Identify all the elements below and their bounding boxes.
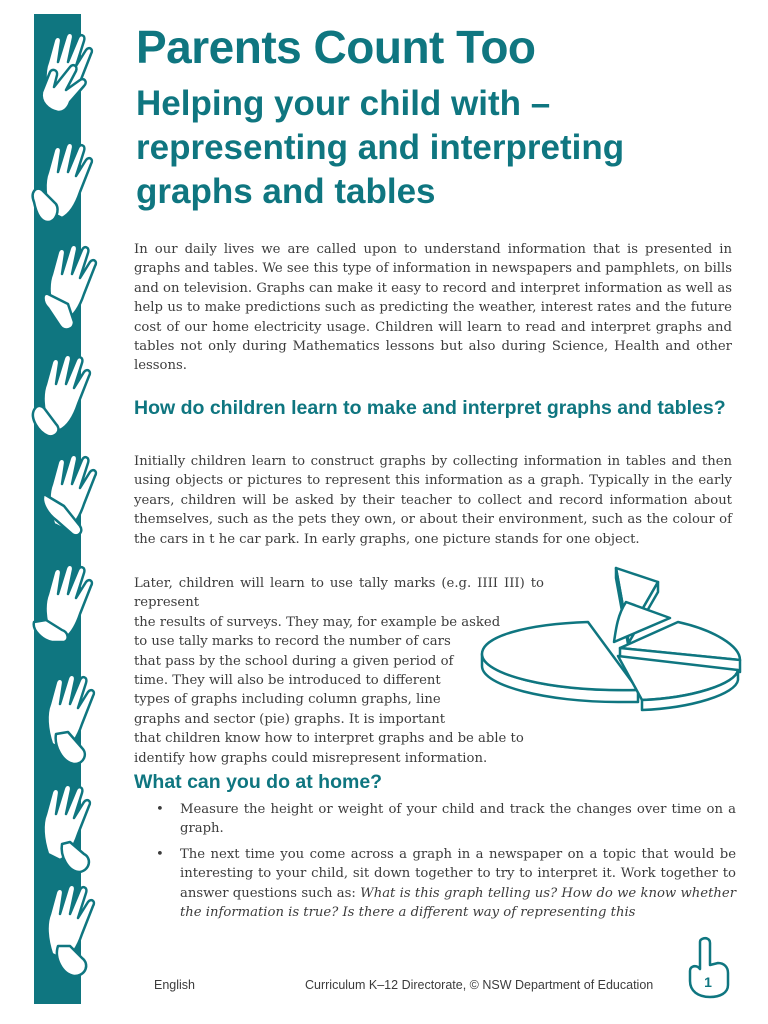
later-line: identify how graphs could misrepresent information. <box>134 750 488 766</box>
list-item: • The next time you come across a graph in a newspaper on a topic that would be interesting to your child, sit down together to try to interpret it. Work together to answer questions such as: What is this graph telling us? How do we know whether the information is true? Is there a different way of representing this <box>156 846 737 921</box>
list-item: • Measure the height or weight of your child and track the changes over time on a graph. <box>156 802 736 837</box>
section-heading-learn: How do children learn to make and interpret graphs and tables? <box>134 397 726 419</box>
footer-credit: Curriculum K–12 Directorate, © NSW Department of Education <box>305 978 654 992</box>
page-number: 1 <box>704 974 712 990</box>
pie-chart-illustration <box>478 562 744 712</box>
intro-paragraph: In our daily lives we are called upon to understand information that is presented in graphs and tables. We see this type of information in newspapers and pamphlets, on bills and on television. Graphs can make it easy to record and interpret information as well as help us to make predictions such as predicting the weather, interest rates and the future cost of our home electricity usage. Children will learn to read and interpret graphs and tables not only during Mathematics lessons but also during Science, Health and other lessons. <box>134 242 732 374</box>
later-line: Later, children will learn to use tally marks (e.g. IIII III) to represent <box>134 576 544 611</box>
later-line: that children know how to interpret graphs and be able to <box>134 731 524 747</box>
later-line: to use tally marks to record the number of cars <box>134 634 451 650</box>
learn-paragraph: Initially children learn to construct graphs by collecting information in tables and then using objects or pictures to represent this information as a graph. Typically in the early years, children will be asked by their teacher to collect and record information about themselves, such as the pets they own, or about their environment, such as the colour of the cars in t he car park. In early graphs, one picture stands for one object. <box>134 454 732 547</box>
footer-language: English <box>154 978 195 992</box>
bullet-icon: • <box>156 802 164 817</box>
later-line: that pass by the school during a given period of <box>134 653 454 669</box>
page-number-hand-icon <box>684 935 734 999</box>
later-line: the results of surveys. They may, for example be asked <box>134 614 501 630</box>
page-title: Parents Count Too <box>136 21 536 73</box>
page-subtitle: Helping your child with – representing and interpreting graphs and tables <box>136 84 625 211</box>
section-heading-home: What can you do at home? <box>134 771 383 793</box>
bullet-icon: • <box>156 846 164 862</box>
later-line: types of graphs including column graphs, line <box>134 692 441 708</box>
later-line: graphs and sector (pie) graphs. It is important <box>134 711 446 727</box>
hands-sidebar <box>0 14 81 1004</box>
later-line: time. They will also be introduced to different <box>134 673 441 689</box>
home-tips-list <box>150 800 736 928</box>
hands-decoration-icon <box>0 14 130 1004</box>
